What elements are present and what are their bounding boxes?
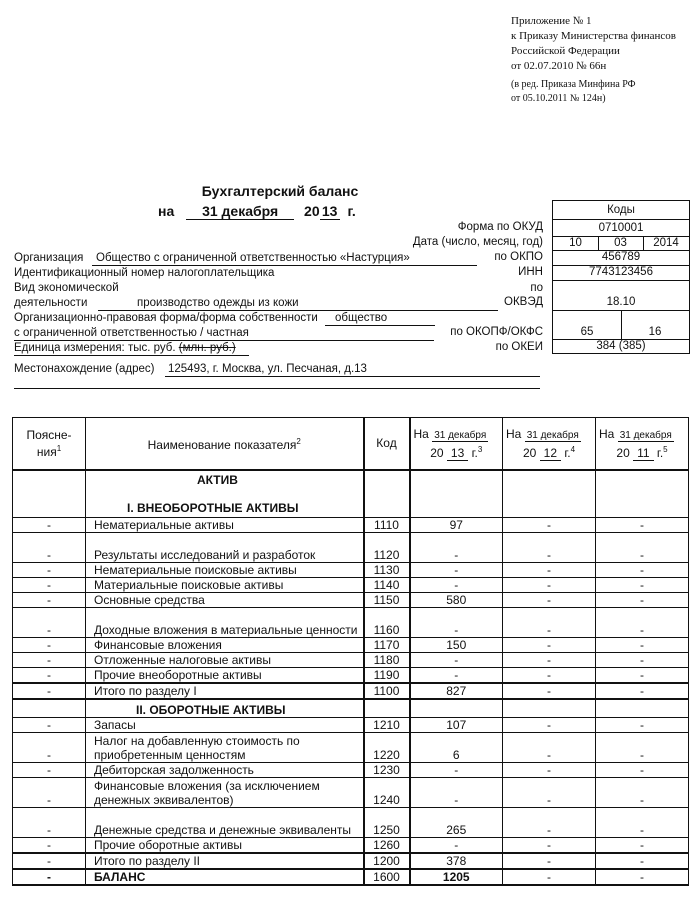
cell-v2: -	[503, 518, 596, 533]
cell-v3: -	[596, 668, 689, 684]
cell-v3: -	[596, 732, 689, 762]
okpo-code: 456789	[601, 251, 641, 263]
cell-name: Налог на добавленную стоимость по приобретенным ценностям	[86, 732, 364, 762]
okei-code: 384 (385)	[596, 340, 646, 352]
cell-note: -	[13, 853, 86, 869]
table-row	[13, 807, 689, 837]
po-label: по	[530, 282, 543, 294]
col-name-header: Наименование показателя$^2$	[86, 418, 364, 470]
cell-note: -	[13, 717, 86, 732]
inn-short-label: ИНН	[518, 266, 543, 278]
table-row	[13, 578, 689, 593]
cell-note: -	[13, 608, 86, 638]
col-year1-header: На 31 декабря 20 13 г.$^3$	[410, 418, 503, 470]
cell-v1: 378	[410, 853, 503, 869]
cell-code: 1180	[364, 653, 410, 668]
cell-name: БАЛАНС	[86, 869, 364, 885]
date-label: Дата (число, месяц, год)	[412, 236, 543, 248]
cell-note: -	[13, 762, 86, 777]
org-label: Организация	[14, 252, 84, 264]
table-row	[13, 593, 689, 608]
cell-v2: -	[503, 638, 596, 653]
inn-label: Идентификационный номер налогоплательщика	[14, 267, 275, 279]
cell-v2: -	[503, 668, 596, 684]
appendix-line: Российской Федерации	[511, 45, 620, 57]
table-row	[13, 732, 689, 762]
okpo-label: по ОКПО	[494, 251, 543, 263]
cell-v1: 107	[410, 717, 503, 732]
table-row	[13, 533, 689, 563]
okfs-code: 16	[648, 326, 662, 338]
col-year2-header: На 31 декабря 20 12 г.$^4$	[503, 418, 596, 470]
activity-label-1: Вид экономической	[14, 282, 119, 294]
cell-v3: -	[596, 653, 689, 668]
cell-name: Запасы	[86, 717, 364, 732]
table-row	[13, 837, 689, 853]
cell-v1: -	[410, 777, 503, 807]
cell-code: 1240	[364, 777, 410, 807]
cell-v3: -	[596, 638, 689, 653]
appendix-line: от 05.10.2011 № 124н)	[511, 93, 606, 104]
cell-name: Финансовые вложения (за исключением денежных эквивалентов)	[86, 777, 364, 807]
cell-code: 1200	[364, 853, 410, 869]
cell-name: Прочие оборотные активы	[86, 837, 364, 853]
cell-v2: -	[503, 683, 596, 699]
table-row	[13, 683, 689, 699]
table-row	[13, 563, 689, 578]
cell-v1: -	[410, 837, 503, 853]
cell-note: -	[13, 807, 86, 837]
cell-v2: -	[503, 653, 596, 668]
codes-title: Коды	[607, 204, 635, 216]
cell-v3: -	[596, 563, 689, 578]
col-code-header: Код	[364, 418, 410, 470]
cell-note: -	[13, 638, 86, 653]
cell-v1: 580	[410, 593, 503, 608]
cell-code: 1260	[364, 837, 410, 853]
cell-v1: 827	[410, 683, 503, 699]
location-label: Местонахождение (адрес)	[14, 363, 155, 375]
cell-name: Итого по разделу I	[86, 683, 364, 699]
table-row	[13, 518, 689, 533]
cell-note: -	[13, 668, 86, 684]
cell-v3: -	[596, 593, 689, 608]
cell-v3: -	[596, 853, 689, 869]
cell-v2: -	[503, 869, 596, 885]
cell-note: -	[13, 653, 86, 668]
table-row	[13, 638, 689, 653]
forma-okud-label: Форма по ОКУД	[457, 221, 543, 233]
cell-v1: -	[410, 578, 503, 593]
cell-name: Итого по разделу II	[86, 853, 364, 869]
cell-note: -	[13, 777, 86, 807]
unit-label	[14, 341, 236, 355]
cell-code: 1150	[364, 593, 410, 608]
cell-name: Материальные поисковые активы	[86, 578, 364, 593]
cell-note: -	[13, 563, 86, 578]
activity-value: производство одежды из кожи	[137, 297, 299, 309]
cell-v1: 97	[410, 518, 503, 533]
year-value: 13	[320, 203, 340, 220]
cell-v1: -	[410, 608, 503, 638]
cell-v3: -	[596, 762, 689, 777]
cell-v3: -	[596, 777, 689, 807]
balance-table	[12, 417, 689, 886]
cell-name: Финансовые вложения	[86, 638, 364, 653]
cell-name: Доходные вложения в материальные ценности	[86, 608, 364, 638]
opf-label: Организационно-правовая форма/форма собственности	[14, 312, 318, 324]
cell-v1: 6	[410, 732, 503, 762]
cell-v3: -	[596, 717, 689, 732]
cell-code: 1600	[364, 869, 410, 885]
appendix-note	[511, 14, 676, 106]
date-month-code: 03	[614, 237, 627, 249]
okved-code: 18.10	[606, 296, 636, 308]
cell-v2: -	[503, 837, 596, 853]
cell-name: Прочие внеоборотные активы	[86, 668, 364, 684]
table-row	[13, 717, 689, 732]
cell-v1: -	[410, 563, 503, 578]
cell-v2: -	[503, 853, 596, 869]
cell-name: Результаты исследований и разработок	[86, 533, 364, 563]
cell-note: -	[13, 518, 86, 533]
cell-name: Отложенные налоговые активы	[86, 653, 364, 668]
cell-v3: -	[596, 837, 689, 853]
table-row	[13, 608, 689, 638]
date-day: 31 декабря	[186, 203, 294, 220]
opf-value-2: с ограниченной ответственностью / частная	[14, 327, 249, 339]
date-day-code: 10	[569, 237, 582, 249]
cell-code: 1160	[364, 608, 410, 638]
table-row	[13, 653, 689, 668]
col-year3-header: На 31 декабря 20 11 г.$^5$	[596, 418, 689, 470]
appendix-line: к Приказу Министерства финансов	[511, 30, 676, 42]
cell-v3: -	[596, 518, 689, 533]
cell-code: 1210	[364, 717, 410, 732]
col-notes-header: Поясне-ния$^1$	[13, 418, 86, 470]
appendix-line: от 02.07.2010 № 66н	[511, 60, 607, 72]
org-value: Общество с ограниченной ответственностью «Настурция»	[96, 252, 410, 264]
cell-v2: -	[503, 732, 596, 762]
cell-note: -	[13, 593, 86, 608]
activity-label-2: деятельности	[14, 297, 88, 309]
inn-code: 7743123456	[589, 266, 653, 278]
date-year-code: 2014	[653, 237, 679, 249]
cell-code: 1230	[364, 762, 410, 777]
okud-code: 0710001	[598, 222, 644, 234]
cell-note: -	[13, 578, 86, 593]
cell-v1: -	[410, 668, 503, 684]
cell-note: -	[13, 533, 86, 563]
codes-box	[552, 200, 690, 354]
year-prefix: 20	[304, 203, 320, 219]
cell-name: Нематериальные активы	[86, 518, 364, 533]
cell-code: 1130	[364, 563, 410, 578]
cell-v3: -	[596, 578, 689, 593]
section-header: АКТИВ I. ВНЕОБОРОТНЫЕ АКТИВЫ	[86, 470, 364, 518]
table-row	[13, 853, 689, 869]
cell-name: Нематериальные поисковые активы	[86, 563, 364, 578]
year-suffix: г.	[347, 203, 356, 219]
cell-v2: -	[503, 563, 596, 578]
cell-code: 1110	[364, 518, 410, 533]
okopf-label: по ОКОПФ/ОКФС	[450, 326, 543, 338]
cell-name: Денежные средства и денежные эквиваленты	[86, 807, 364, 837]
cell-note: -	[13, 732, 86, 762]
table-row	[13, 869, 689, 885]
cell-v1: 265	[410, 807, 503, 837]
report-date	[158, 203, 356, 220]
cell-code: 1170	[364, 638, 410, 653]
cell-code: 1250	[364, 807, 410, 837]
cell-v2: -	[503, 533, 596, 563]
cell-v3: -	[596, 869, 689, 885]
cell-v2: -	[503, 717, 596, 732]
cell-code: 1140	[364, 578, 410, 593]
cell-v3: -	[596, 533, 689, 563]
cell-note: -	[13, 837, 86, 853]
cell-note: -	[13, 683, 86, 699]
cell-v3: -	[596, 608, 689, 638]
cell-v1: -	[410, 533, 503, 563]
cell-v2: -	[503, 593, 596, 608]
cell-v1: -	[410, 762, 503, 777]
cell-code: 1190	[364, 668, 410, 684]
date-na: на	[158, 203, 175, 219]
cell-v2: -	[503, 777, 596, 807]
document-title: Бухгалтерский баланс	[201, 183, 359, 199]
location-value: 125493, г. Москва, ул. Песчаная, д.13	[168, 363, 367, 375]
okved-label: ОКВЭД	[504, 296, 543, 308]
cell-code: 1100	[364, 683, 410, 699]
cell-v1: 150	[410, 638, 503, 653]
appendix-line: Приложение № 1	[511, 15, 592, 27]
appendix-line: (в ред. Приказа Минфина РФ	[511, 79, 636, 90]
table-row	[13, 777, 689, 807]
cell-v1: 1205	[410, 869, 503, 885]
cell-v2: -	[503, 578, 596, 593]
cell-v2: -	[503, 807, 596, 837]
cell-name: Дебиторская задолженность	[86, 762, 364, 777]
cell-v1: -	[410, 653, 503, 668]
cell-v3: -	[596, 683, 689, 699]
opf-value-1: общество	[335, 312, 388, 324]
cell-code: 1120	[364, 533, 410, 563]
cell-code: 1220	[364, 732, 410, 762]
table-row	[13, 668, 689, 684]
cell-v2: -	[503, 762, 596, 777]
table-row	[13, 762, 689, 777]
cell-v2: -	[503, 608, 596, 638]
okopf-code: 65	[580, 326, 594, 338]
cell-note: -	[13, 869, 86, 885]
okei-label: по ОКЕИ	[495, 341, 543, 353]
unit-struck: (млн. руб.)	[178, 342, 236, 354]
unit-text: Единица измерения: тыс. руб.	[14, 342, 176, 354]
section2-header: II. ОБОРОТНЫЕ АКТИВЫ	[86, 699, 364, 717]
cell-v3: -	[596, 807, 689, 837]
cell-name: Основные средства	[86, 593, 364, 608]
